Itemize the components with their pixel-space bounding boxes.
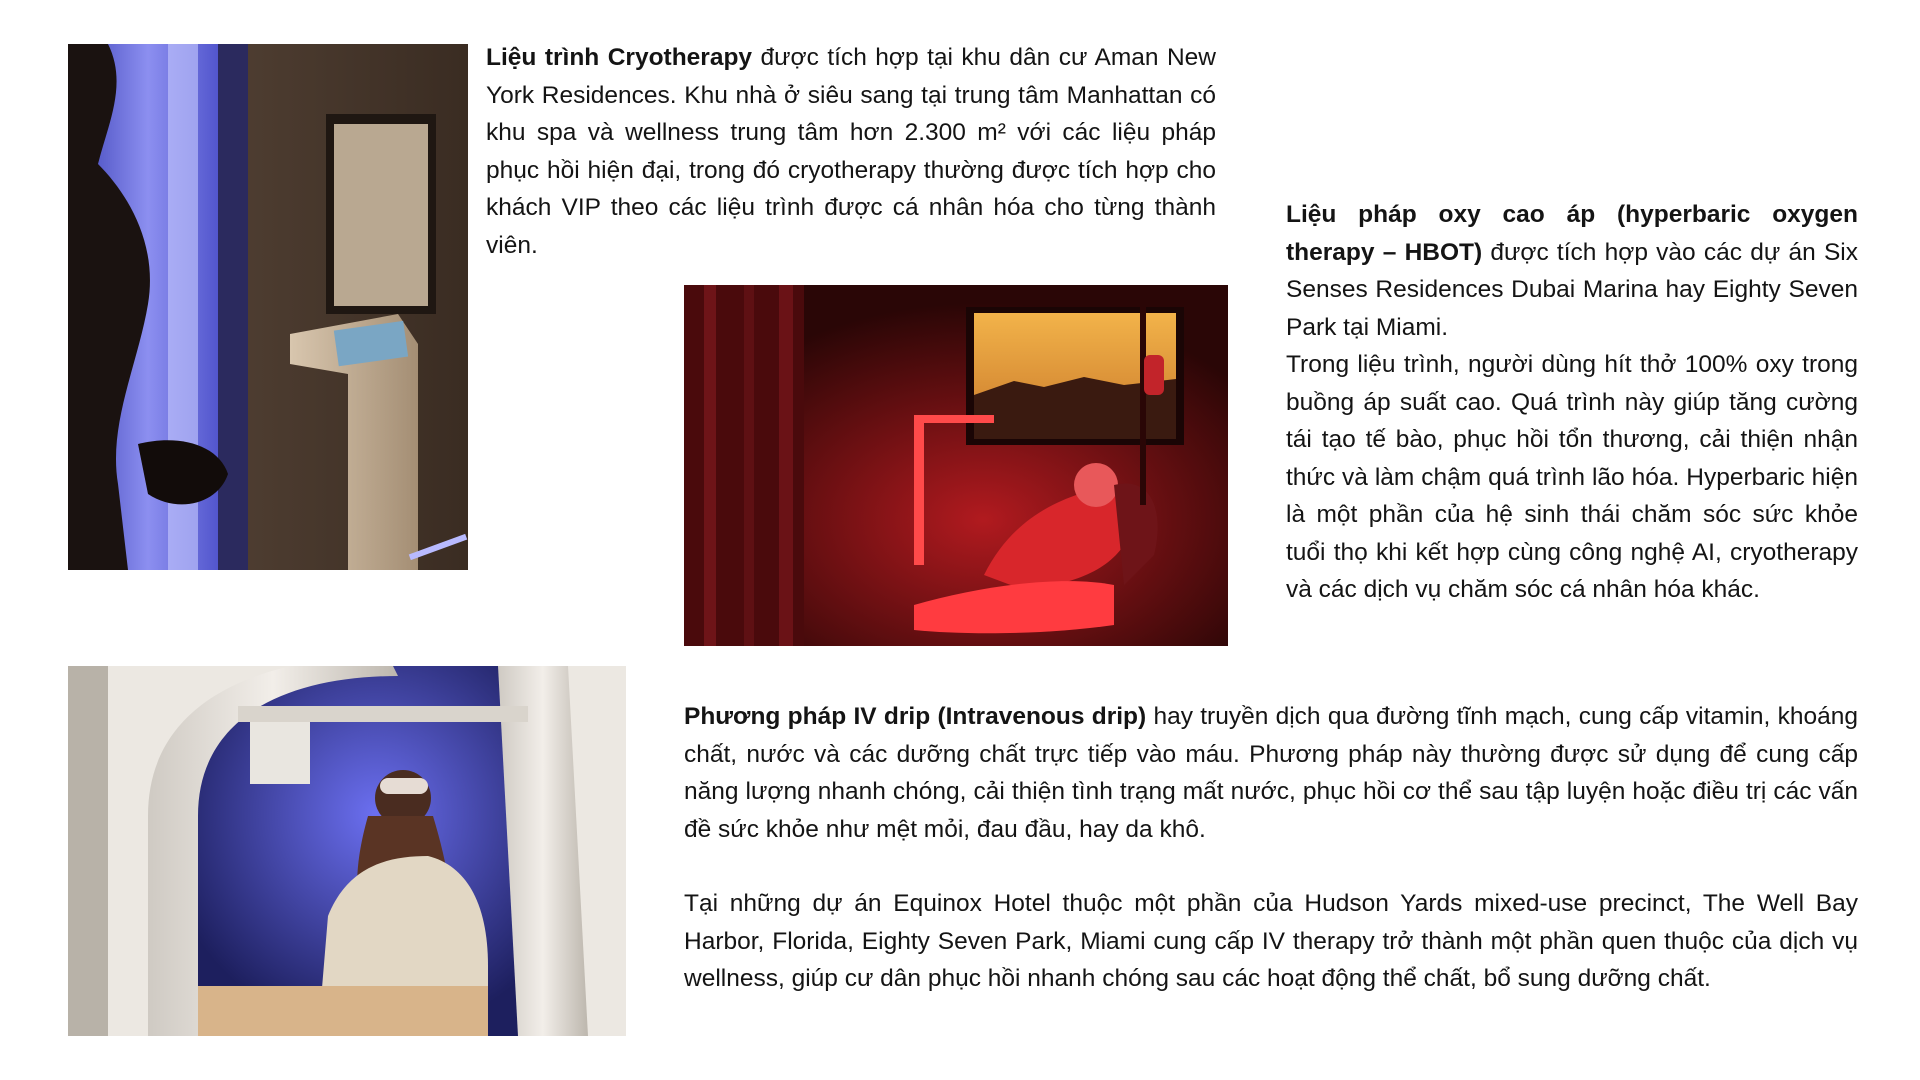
cryotherapy-paragraph — [486, 39, 1216, 264]
iv-drip-body: hay truyền dịch qua đường tĩnh mạch, cung cấp vitamin, khoáng chất, nước và các dưỡng chất trực tiếp vào máu. Phương pháp này thường được sử dụng để cung cấp năng lượng nhanh chóng, cải thiện tình trạng mất nước, phục hồi cơ thể sau tập luyện hoặc điều trị các vấn đề sức khỏe như mệt mỏi, đau đầu, hay da khô. — [684, 703, 1858, 843]
hbot-paragraph — [1286, 196, 1858, 609]
hbot-body-2: Trong liệu trình, người dùng hít thở 100% oxy trong buồng áp suất cao. Quá trình này giúp tăng cường tái tạo tế bào, phục hồi tổn thương, cải thiện nhận thức và làm chậm quá trình lão hóa. Hyperbaric hiện là một phần của hệ sinh thái chăm sóc sức khỏe tuổi thọ khi kết hợp cùng công nghệ AI, cryotherapy và các dịch vụ chăm sóc cá nhân hóa khác. — [1286, 351, 1858, 603]
cryotherapy-body: được tích hợp tại khu dân cư Aman New York Residences. Khu nhà ở siêu sang tại trung tâm Manhattan có khu spa và wellness trung tâm hơn 2.300 m² với các liệu pháp phục hồi hiện đại, trong đó cryotherapy thường được tích hợp cho khách VIP theo các liệu trình được cá nhân hóa cho từng thành viên. — [486, 44, 1216, 259]
iv-projects-paragraph — [684, 885, 1858, 998]
hbot-photo — [684, 285, 1228, 646]
iv-projects-body: Tại những dự án Equinox Hotel thuộc một phần của Hudson Yards mixed-use precinct, The Well Bay Harbor, Florida, Eighty Seven Park, Miami cung cấp IV therapy trở thành một phần quen thuộc của dịch vụ wellness, giúp cư dân phục hồi nhanh chóng sau các hoạt động thể chất, bổ sung dưỡng chất. — [684, 890, 1858, 992]
iv-drip-photo — [68, 666, 626, 1036]
iv-drip-title: Phương pháp IV drip (Intravenous drip) — [684, 703, 1147, 730]
cryotherapy-title: Liệu trình Cryotherapy — [486, 44, 753, 71]
hbot-title: Liệu pháp oxy cao áp (hyperbaric oxygen therapy – HBOT) — [1286, 201, 1858, 266]
hbot-body: được tích hợp vào các dự án Six Senses Residences Dubai Marina hay Eighty Seven Park tại Miami. — [1286, 238, 1858, 341]
iv-drip-paragraph — [684, 698, 1858, 848]
cryotherapy-photo — [68, 44, 468, 570]
